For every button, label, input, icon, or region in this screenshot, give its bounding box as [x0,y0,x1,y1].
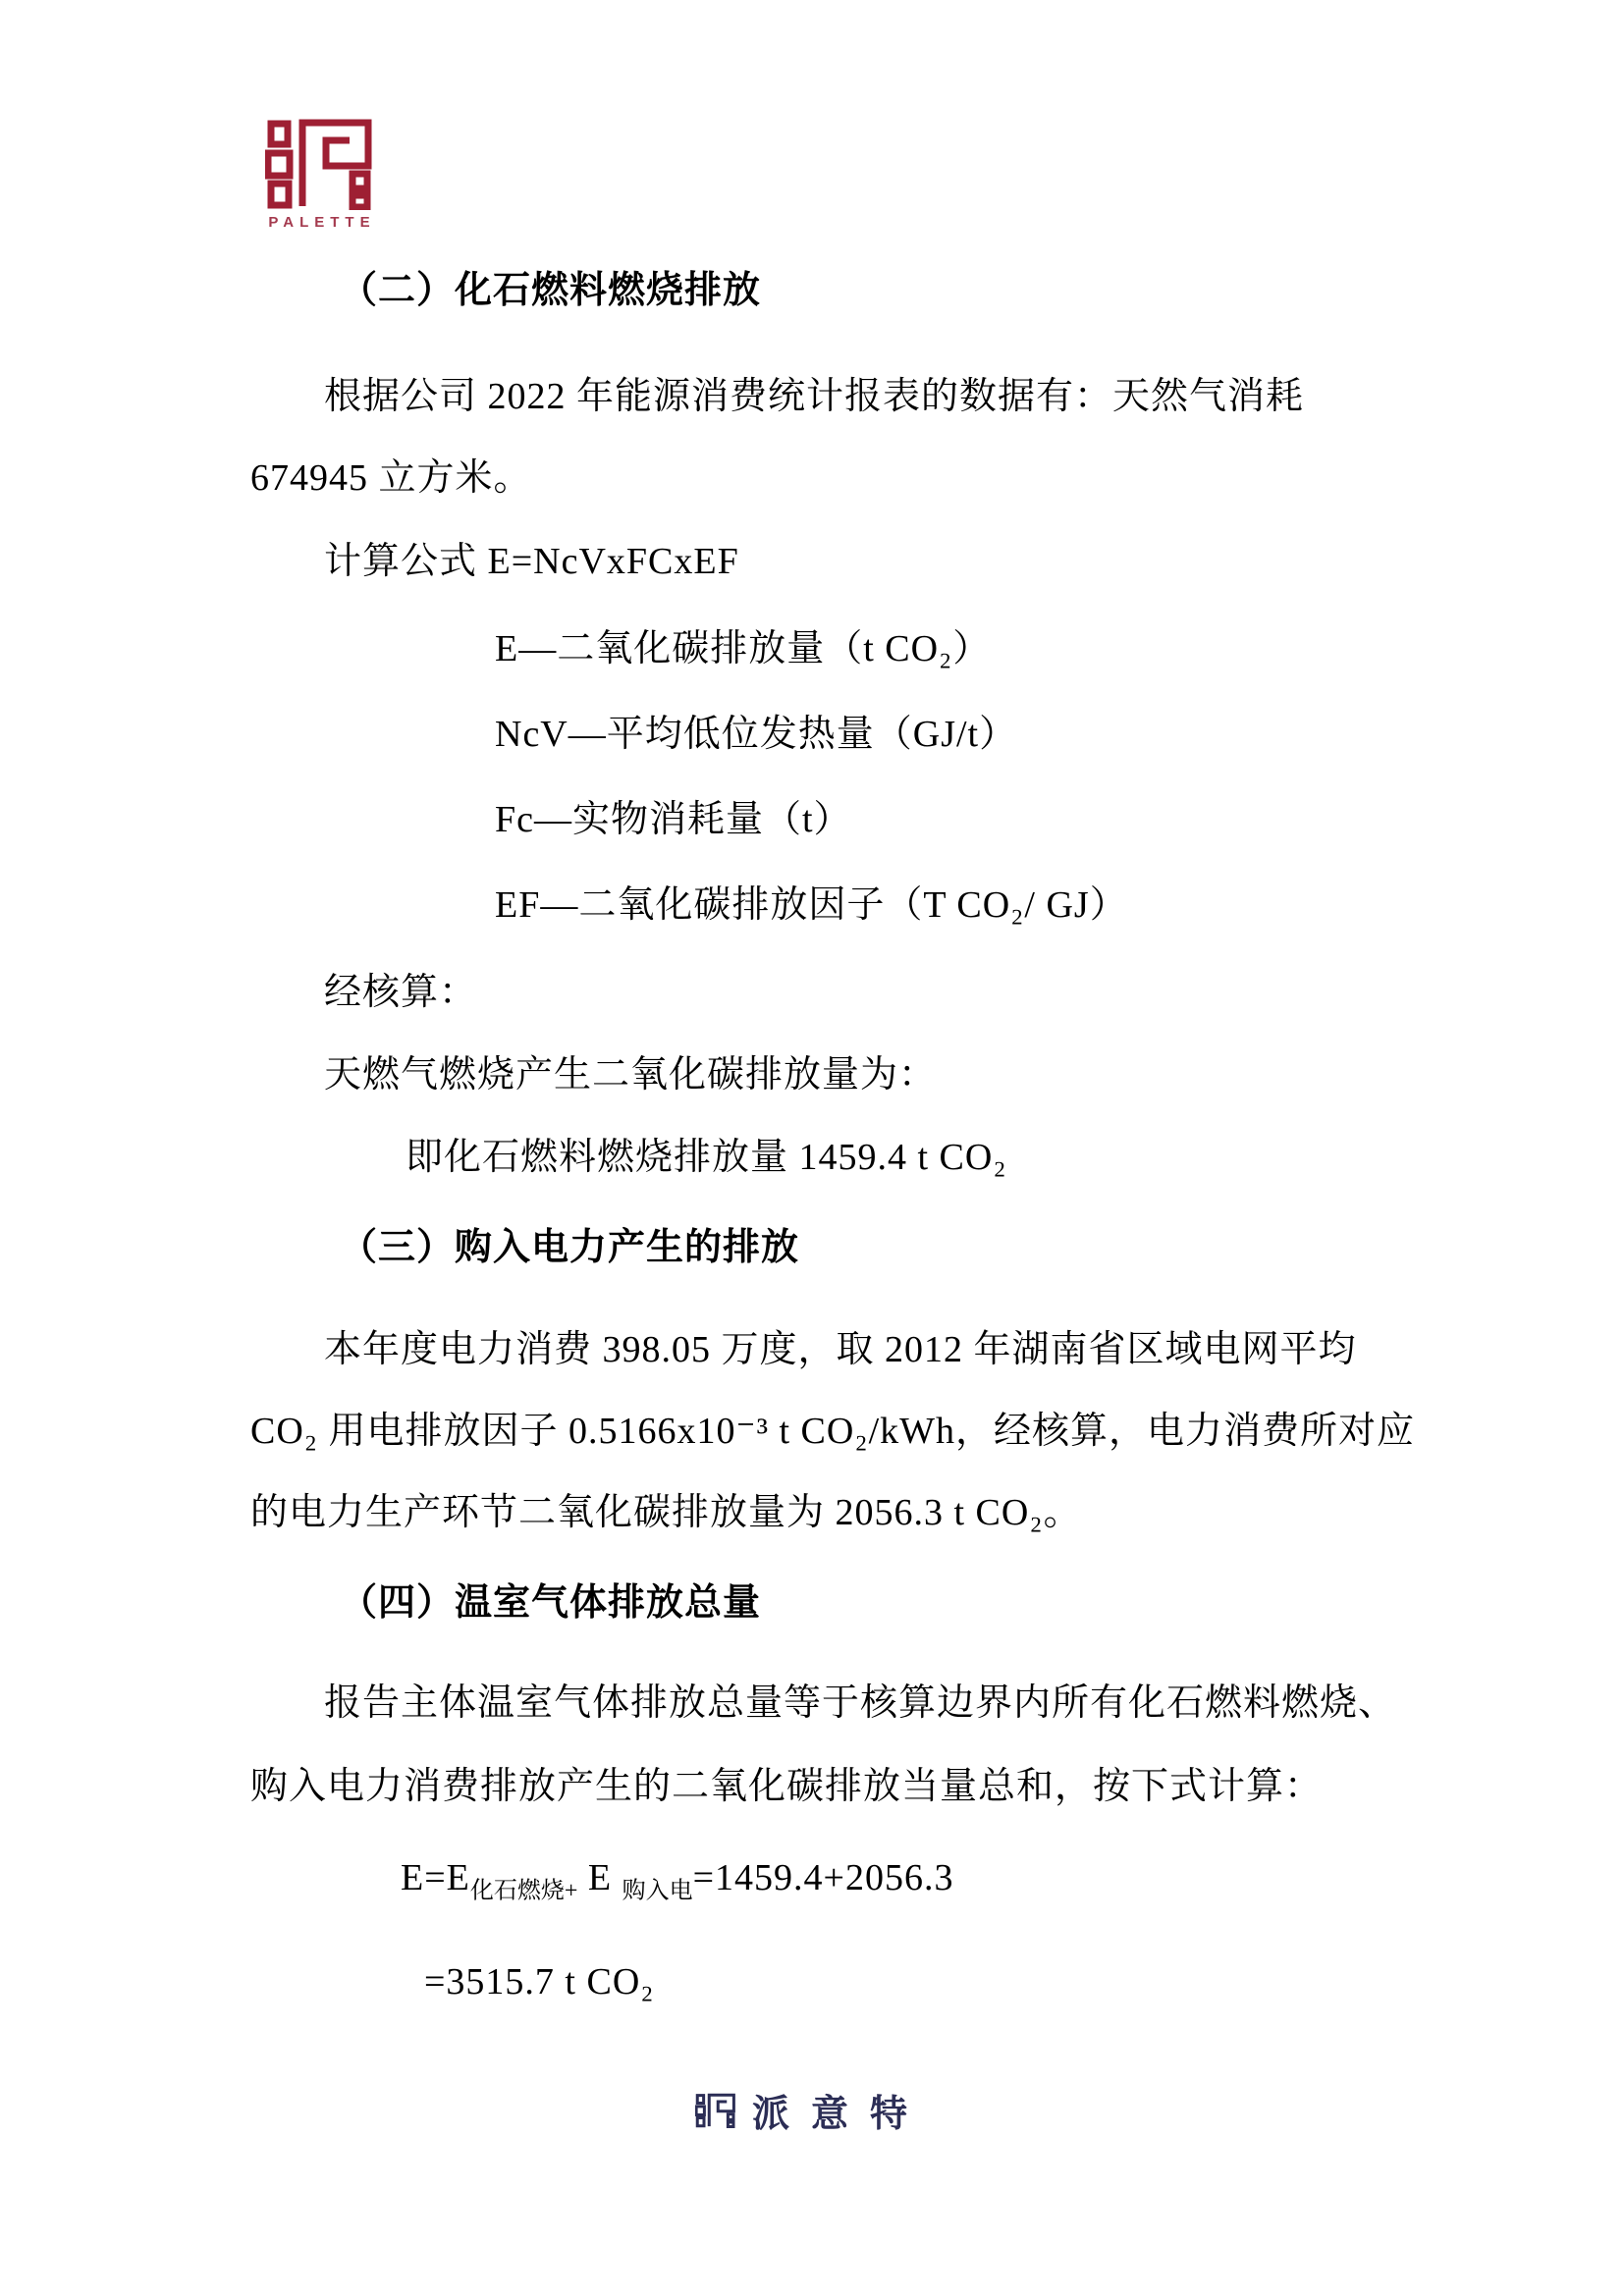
formula-part-sum: =1459.4+2056.3 [692,1857,954,1898]
body-line-gas-volume: 674945 立方米。 [250,457,532,499]
body-line-electricity-consumption: 本年度电力消费 398.05 万度，取 2012 年湖南省区域电网平均 [324,1329,1357,1370]
heading-fossil-fuel-combustion-emissions: （二）化石燃料燃烧排放 [340,270,762,311]
palette-logo-icon [265,118,375,210]
ghg-total-formula [401,1857,954,1905]
heading-purchased-electricity-emissions: （三）购入电力产生的排放 [340,1227,800,1268]
formula-subscript-purchased-power: 购入电 [622,1878,693,1904]
body-line-total-intro-1: 报告主体温室气体排放总量等于核算边界内所有化石燃料燃烧、 [324,1682,1397,1724]
body-line-formula-intro: 计算公式 E=NcVxFCxEF [324,541,739,582]
formula-part-e: E=E [401,1857,470,1898]
body-line-electricity-emission-value: 的电力生产环节二氧化碳排放量为 2056.3 t CO₂。 [250,1492,1082,1533]
footer-brand-text: 派意特 [751,2094,929,2135]
paiyite-logo-icon [695,2089,736,2132]
body-line-total-intro-2: 购入电力消费排放产生的二氧化碳排放当量总和，按下式计算： [250,1766,1324,1807]
footer-brand-block [0,2083,1624,2137]
body-line-fossil-emission-value: 即化石燃料燃烧排放量 1459.4 t CO₂ [406,1137,1007,1178]
heading-total-ghg-emissions: （四）温室气体排放总量 [340,1582,762,1624]
formula-subscript-fossil: 化石燃烧+ [469,1878,578,1904]
formula-part-e2: E [577,1857,623,1898]
body-line-after-accounting: 经核算： [324,972,478,1013]
definition-line-ncv: NcV—平均低位发热量（GJ/t） [495,714,1018,755]
body-line-energy-report: 根据公司 2022 年能源消费统计报表的数据有：天然气消耗 [324,376,1305,417]
body-line-emission-factor: CO₂ 用电排放因子 0.5166x10⁻³ t CO₂/kWh，经核算，电力消费所对应 [250,1411,1416,1452]
palette-logo-wordmark: PALETTE [268,214,376,231]
definition-line-ef: EF—二氧化碳排放因子（T CO₂/ GJ） [495,884,1128,926]
body-line-gas-emission-intro: 天燃气燃烧产生二氧化碳排放量为： [324,1054,938,1095]
definition-line-fc: Fc—实物消耗量（t） [495,799,852,840]
definition-line-e: E—二氧化碳排放量（t CO₂） [495,628,992,669]
palette-logo [265,118,379,231]
ghg-total-result: =3515.7 t CO₂ [424,1961,655,2002]
